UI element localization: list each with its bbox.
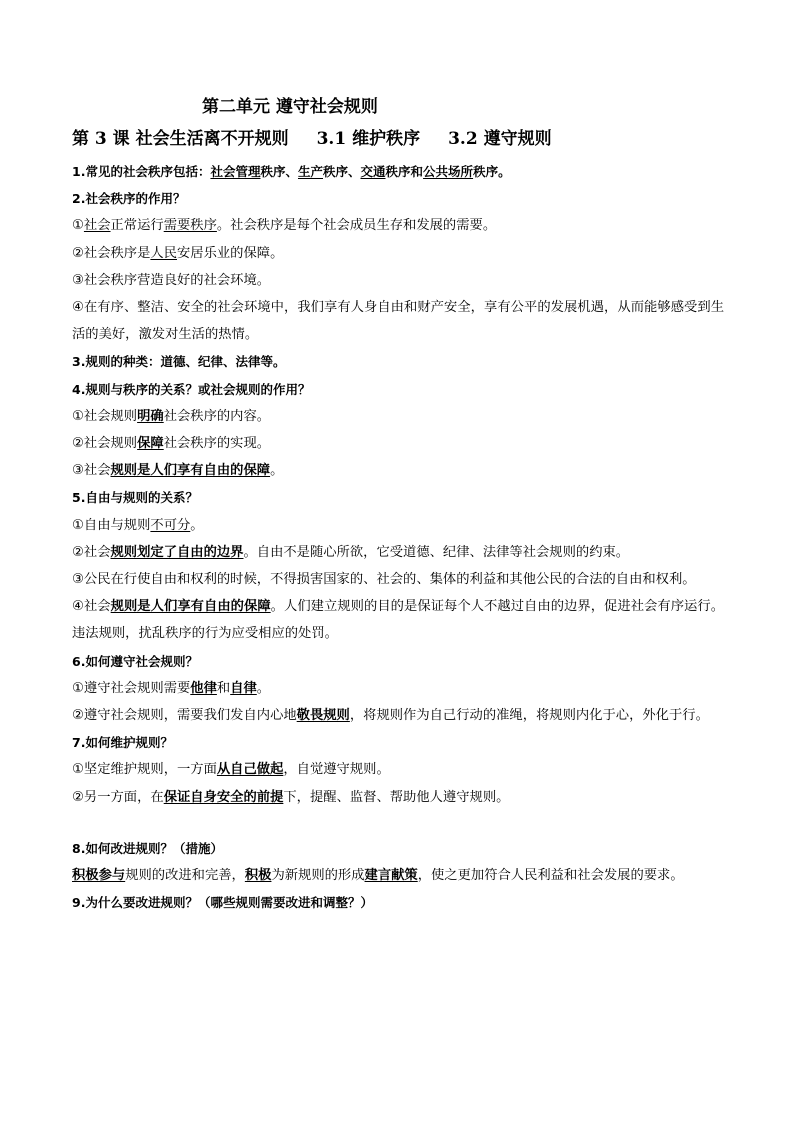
question-3-title: 3.规则的种类：道德、纪律、法律等。: [72, 354, 286, 370]
question-6-title: 6.如何遵守社会规则？: [72, 653, 198, 669]
question-4-title: 4.规则与秩序的关系？或社会规则的作用？: [72, 381, 311, 397]
question-1: 1.常见的社会秩序包括：社会管理秩序、生产秩序、交通秩序和公共场所秩序。: [72, 164, 511, 179]
answer-item: ①遵守社会规则需要他律和自律。: [72, 680, 271, 696]
key-term: 保障: [137, 436, 164, 452]
unit-title: 第二单元 遵守社会规则: [202, 97, 378, 117]
blank-spacer: [72, 811, 724, 835]
question-7-title: 7.如何维护规则？: [72, 735, 173, 751]
key-term: 建言献策: [364, 868, 418, 884]
question-5-title: 5.自由与规则的关系？: [72, 490, 198, 506]
key-term: 他律: [190, 680, 217, 696]
key-term: 不可分: [150, 517, 191, 533]
key-term: 公共场所: [423, 164, 474, 179]
key-term: 敬畏规则: [296, 708, 350, 724]
key-term: 交通: [360, 164, 386, 179]
lesson-title: [72, 128, 724, 150]
answer-item: ①社会正常运行需要秩序。社会秩序是每个社会成员生存和发展的需要。: [72, 218, 497, 234]
answer-item: ①自由与规则不可分。: [72, 517, 204, 533]
answer-item: ②社会秩序是人民安居乐业的保障。: [72, 245, 284, 261]
section-3-2: 3.2 遵守规则: [448, 129, 552, 149]
section-3-1: 3.1 维护秩序: [316, 129, 421, 149]
key-term: 保证自身安全的前提: [163, 789, 284, 805]
key-term: 自律: [230, 680, 257, 696]
answer-item: ②遵守社会规则，需要我们发自内心地敬畏规则，将规则作为自己行动的准绳，将规则内化于心，外化于行。: [72, 708, 709, 724]
question-2-title: 2.社会秩序的作用？: [72, 191, 186, 207]
answer-item: ②另一方面，在保证自身安全的前提下，提醒、监督、帮助他人遵守规则。: [72, 789, 510, 805]
answer-item: ④在有序、整洁、安全的社会环境中，我们享有人身自由和财产安全，享有公平的发展机遇，从而能够感受到生活的美好，激发对生活的热情。: [72, 300, 724, 343]
question-9-title: 9.为什么要改进规则？（哪些规则需要改进和调整？）: [72, 895, 373, 911]
key-term: 需要秩序: [163, 218, 217, 234]
answer-item: ③公民在行使自由和权利的时候，不得损害国家的、社会的、集体的利益和其他公民的合法的自由和权利。: [72, 572, 696, 588]
key-term: 生产: [297, 164, 323, 179]
answer-item: 积极参与规则的改进和完善，积极为新规则的形成建言献策，使之更加符合人民利益和社会发展的要求。: [72, 868, 684, 884]
lesson-name: 第 3 课 社会生活离不开规则: [72, 129, 289, 149]
key-term: 规则是人们享有自由的保障: [110, 599, 271, 615]
document-page: [72, 96, 724, 916]
answer-item: ④社会规则是人们享有自由的保障。人们建立规则的目的是保证每个人不越过自由的边界，促进社会有序运行。违法规则，扰乱秩序的行为应受相应的处罚。: [72, 599, 725, 642]
key-term: 社会管理: [210, 164, 261, 179]
answer-item: ③社会秩序营造良好的社会环境。: [72, 272, 271, 288]
key-term: 规则划定了自由的边界: [110, 544, 244, 560]
key-term: 社会: [83, 218, 111, 234]
key-term: 明确: [137, 408, 164, 424]
key-term: 积极参与: [72, 868, 126, 884]
key-term: 从自己做起: [216, 762, 284, 778]
answer-item: ①坚定维护规则，一方面从自己做起，自觉遵守规则。: [72, 762, 390, 778]
question-8-title: 8.如何改进规则？（措施）: [72, 840, 223, 856]
key-term: 积极: [244, 868, 272, 884]
answer-item: ③社会规则是人们享有自由的保障。: [72, 463, 284, 479]
answer-item: ②社会规则划定了自由的边界。自由不是随心所欲，它受道德、纪律、法律等社会规则的约束。: [72, 544, 630, 560]
answer-item: ②社会规则保障社会秩序的实现。: [72, 436, 271, 452]
key-term: 规则是人们享有自由的保障: [110, 463, 271, 479]
key-term: 人民: [150, 245, 177, 261]
answer-item: ①社会规则明确社会秩序的内容。: [72, 408, 271, 424]
